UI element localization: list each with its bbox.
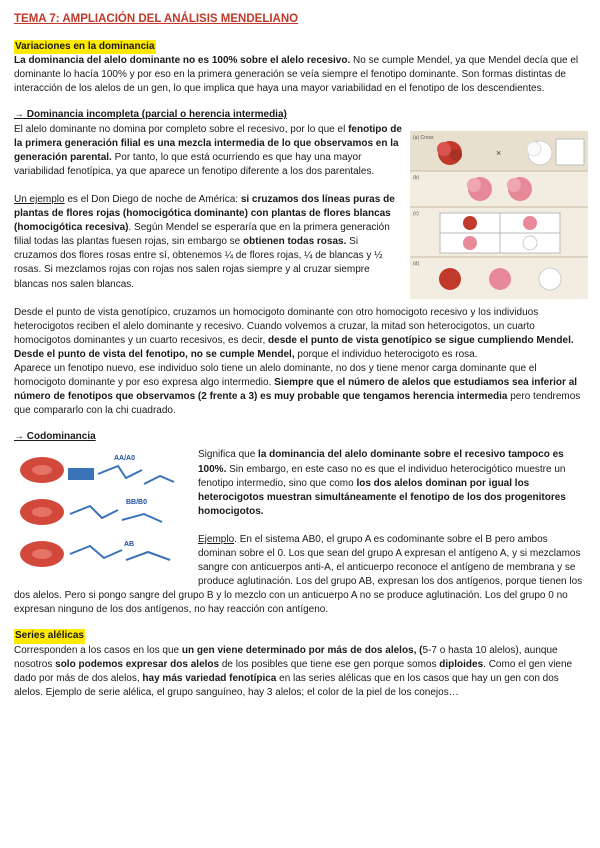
fig1-label-a: (a) Cross bbox=[413, 134, 434, 141]
paragraph-dominancia-1: El alelo dominante no domina por completo sobre el recesivo, por lo que el fenotipo de la primera generación filial es una mezcla intermedia de lo que observamos en la generación parental. Por tanto, lo que está ocurriendo es que hay una mayor variabilidad fenotípica, ya que aparece un fenotipo diferente a los dos parentales. bbox=[14, 123, 402, 177]
paragraph-codominancia-1: Significa que la dominancia del alelo dominante sobre el recesivo tampoco es 100%. Sin embargo, en este caso no es que el individuo heterocigótico muestre un fenotipo intermedio, sino que como los dos alelos dominan por igual los heterocigotos muestran simultáneamente el fenotipo de los dos progenitores homocigotos. bbox=[198, 449, 566, 517]
paragraph-variaciones: La dominancia del alelo dominante no es 100% sobre el alelo recesivo. No se cumple Mendel, ya que Mendel decía que el dominante lo hacía 100% y por eso en la primera generación se veía siempre el fenotipo dominante. Son formas distintas de interacción de los alelos de un gen, lo que implica que haya una mayor variabilidad en el fenotipo de los descendientes. bbox=[14, 55, 579, 95]
paragraph-dominancia-4: Aparece un fenotipo nuevo, ese individuo solo tiene un alelo dominante, no dos y tiene menor carga dominante que el homocigoto dominante y por eso expresa algo intermedio. Siempre que el número de alelos que estudiamos sea inferior al número de fenotipos que observamos (2 frente a 3) es muy probable que tengamos herencia intermedia pero tendremos que compararlo con la chi cuadrado. bbox=[14, 362, 581, 417]
paragraph-dominancia-2: Un ejemplo es el Don Diego de noche de América: si cruzamos dos líneas puras de plantas de flores rojas (homocigótica dominante) con plantas de flores blancas (homocigótica recesiva). Según Mendel se esperaría que en la primera generación filial todas las plantas fuesen rojas, sin embargo se obtienen todas rosas. Si cruzamos dos flores rosas entre sí, obtenemos ¼ de flores rojas, ¼ de blancas y ½ rosas. Si mezclamos rojas con rojas nos salen rojas siempre y al cruzar siempre blancas nos salen blancas. bbox=[14, 193, 395, 290]
svg-text:×: × bbox=[496, 147, 502, 158]
heading-codominancia: → Codominancia bbox=[14, 431, 96, 443]
fig1-label-d: (d) bbox=[413, 260, 420, 267]
flower-cross-figure bbox=[410, 131, 588, 299]
section-series-alelicas bbox=[14, 629, 588, 699]
document-title: TEMA 7: AMPLIACIÓN DEL ANÁLISIS MENDELIANO bbox=[14, 13, 299, 25]
red-blood-cell-icon bbox=[20, 499, 64, 525]
heading-dominancia-incompleta: → Dominancia incompleta (parcial o herencia intermedia) bbox=[14, 109, 287, 121]
blood-cells-figure bbox=[14, 448, 188, 576]
section-variaciones bbox=[14, 40, 588, 96]
red-flower-icon bbox=[439, 268, 461, 290]
section-codominancia bbox=[14, 430, 588, 617]
paragraph-dominancia-3: Desde el punto de vista genotípico, cruzamos un homocigoto dominante con otro homocigoto recesivo y los individuos heterocigotos reciben el alelo dominante y recesivo. Cuando volvemos a cruzar, la mitad son heterocigotos, un cuarto homocigotos dominantes y un cuarto recesivos, es decir, desde el punto de vista genotípico se sigue cumpliendo Mendel. Desde el punto de vista del fenotipo, no se cumple Mendel, porque el individuo heterocigoto es rosa. bbox=[14, 306, 574, 360]
heading-series-alelicas: Series alélicas bbox=[14, 629, 85, 643]
white-flower-icon bbox=[539, 268, 561, 290]
pink-flower-icon bbox=[489, 268, 511, 290]
paragraph-codominancia-2: Ejemplo. En el sistema AB0, el grupo A es codominante sobre el B pero ambos dominan sobre el 0. Los que sean del grupo A expresan el antígeno A, y si mezclamos sangre con anticuerpos anti-A, el anticuerpo reconoce el antígeno de membrana y se produce aglutinación. Los del grupo AB, expresan los dos antígenos, porque tienen los dos alelos. Pero si pongo sangre del grupo B y lo mezclo con un anticuerpo A no se produce aglutinación. Los del grupo 0 no expresan ninguno de los dos antígenos, no hay reacción con antígeno. bbox=[14, 533, 583, 616]
red-blood-cell-icon bbox=[20, 541, 64, 567]
document-page bbox=[14, 12, 588, 712]
red-blood-cell-icon bbox=[20, 457, 64, 483]
fig2-label-2: BB/B0 bbox=[126, 499, 148, 507]
heading-variaciones: Variaciones en la dominancia bbox=[14, 40, 156, 54]
paragraph-series-alelicas: Corresponden a los casos en los que un gen viene determinado por más de dos alelos, (5-7 o hasta 10 alelos), aunque nosotros solo podemos expresar dos alelos de los posibles que tiene ese gen porque somos diploides. Como el gen viene dado por más de dos alelos, hay más variedad fenotípica en las series alélicas que en los casos que hay un gen con dos alelos. Ejemplo de serie alélica, el grupo sanguíneo, hay 3 alelos; el color de la piel de los conejos… bbox=[14, 644, 573, 698]
section-dominancia-incompleta bbox=[14, 108, 588, 418]
fig1-label-b: (b) bbox=[413, 174, 420, 181]
fig2-label-1: AA/A0 bbox=[114, 455, 136, 463]
fig1-label-c: (c) bbox=[413, 210, 419, 217]
fig2-label-3: AB bbox=[124, 541, 135, 549]
white-flower-icon bbox=[527, 141, 552, 165]
